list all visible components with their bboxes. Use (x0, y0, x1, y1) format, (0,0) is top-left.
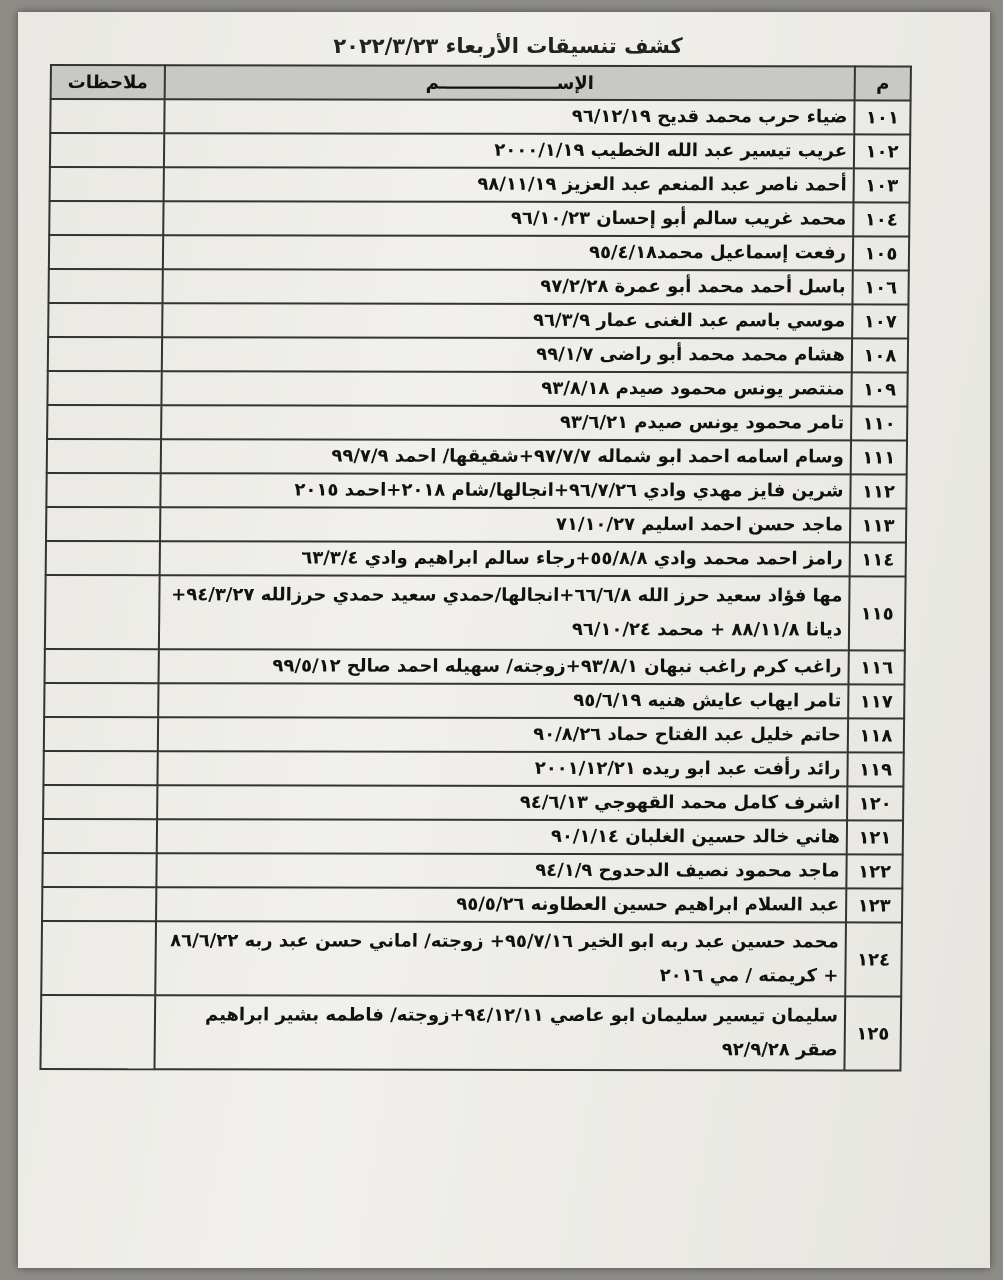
row-name: أحمد ناصر عبد المنعم عبد العزيز ٩٨/١١/١٩ (164, 167, 854, 202)
table-row (50, 167, 910, 203)
names-table (39, 64, 911, 1072)
table-row (48, 269, 908, 305)
document-page (18, 12, 990, 1268)
table-row (43, 785, 903, 821)
row-number: ١١٠ (851, 406, 907, 440)
row-name: تامر محمود يونس صيدم ٩٣/٦/٢١ (161, 405, 851, 440)
row-notes (40, 995, 155, 1069)
table-row (44, 717, 904, 753)
table-row (42, 887, 902, 923)
row-number: ١١٧ (848, 684, 904, 718)
row-number: ١٢٥ (844, 996, 901, 1070)
row-notes (43, 819, 157, 853)
table-row (50, 133, 910, 169)
table-row (47, 405, 907, 441)
row-number: ١١١ (851, 440, 907, 474)
row-number: ١٢١ (847, 820, 903, 854)
row-number: ١١٨ (848, 718, 904, 752)
table-header-row (51, 65, 911, 101)
row-number: ١٠٢ (854, 134, 910, 168)
row-name: ماجد حسن احمد اسليم ٧١/١٠/٢٧ (160, 507, 850, 542)
table-row (50, 99, 910, 135)
row-notes (45, 575, 160, 649)
row-number: ١٠٥ (853, 236, 909, 270)
row-notes (44, 717, 158, 751)
row-notes (49, 235, 163, 269)
row-notes (48, 269, 162, 303)
row-number: ١١٦ (848, 650, 904, 684)
row-notes (43, 785, 157, 819)
table-row (42, 853, 902, 889)
row-notes (45, 649, 159, 683)
row-notes (48, 303, 162, 337)
row-name: ضياء حرب محمد قديح ٩٦/١٢/١٩ (164, 99, 854, 134)
table-row (47, 439, 907, 475)
row-notes (46, 541, 160, 575)
row-name: شرين فايز مهدي وادي ٩٦/٧/٢٦+انجالها/شام ٢٠١٨+احمد ٢٠١٥ (160, 473, 850, 508)
row-name: رفعت إسماعيل محمد٩٥/٤/١٨ (163, 235, 853, 270)
row-number: ١٠١ (854, 100, 910, 134)
row-notes (50, 99, 164, 133)
row-name: حاتم خليل عبد الفتاح حماد ٩٠/٨/٢٦ (158, 717, 848, 752)
row-number: ١٠٧ (852, 304, 908, 338)
table-row (43, 751, 903, 787)
row-name: باسل أحمد محمد أبو عمرة ٩٧/٢/٢٨ (162, 269, 852, 304)
row-name: عريب تيسير عبد الله الخطيب ٢٠٠٠/١/١٩ (164, 133, 854, 168)
row-notes (44, 683, 158, 717)
row-number: ١٠٤ (853, 202, 909, 236)
row-name: مها فؤاد سعيد حرز الله ٦٦/٦/٨+انجالها/حمدي سعيد حمدي حرزالله ٩٤/٣/٢٧+ ديانا ٨٨/١١/٨ + محمد ٩٦/١٠/٢٤ (159, 575, 850, 650)
row-number: ١١٩ (847, 752, 903, 786)
row-notes (43, 751, 157, 785)
header-notes: ملاحظات (51, 65, 165, 99)
row-number: ١٠٩ (851, 372, 907, 406)
row-notes (48, 337, 162, 371)
row-name: سليمان تيسير سليمان ابو عاصي ٩٤/١٢/١١+زوجته/ فاطمه بشير ابراهيم صقر ٩٢/٩/٢٨ (154, 995, 845, 1070)
row-notes (47, 439, 161, 473)
row-name: عبد السلام ابراهيم حسين العطاونه ٩٥/٥/٢٦ (156, 887, 846, 922)
row-notes (50, 167, 164, 201)
row-name: تامر ايهاب عايش هنيه ٩٥/٦/١٩ (158, 683, 848, 718)
row-number: ١٠٣ (854, 168, 910, 202)
row-number: ١٢٤ (845, 922, 902, 996)
row-number: ١١٢ (850, 474, 906, 508)
row-name: ماجد محمود نصيف الدحدوح ٩٤/١/٩ (156, 853, 846, 888)
header-name: الإســـــــــــــــــــم (165, 65, 855, 100)
row-name: هاني خالد حسين الغلبان ٩٠/١/١٤ (157, 819, 847, 854)
row-notes (47, 371, 161, 405)
header-number: م (855, 66, 911, 100)
row-name: محمد غريب سالم أبو إحسان ٩٦/١٠/٢٣ (163, 201, 853, 236)
table-row (40, 995, 901, 1071)
row-name: رامز احمد محمد وادي ٥٥/٨/٨+رجاء سالم ابراهيم وادي ٦٣/٣/٤ (160, 541, 850, 576)
row-notes (42, 853, 156, 887)
row-notes (50, 133, 164, 167)
table-row (49, 235, 909, 271)
row-name: رائد رأفت عبد ابو ريده ٢٠٠١/١٢/٢١ (157, 751, 847, 786)
row-notes (41, 921, 156, 995)
row-number: ١٠٦ (852, 270, 908, 304)
row-number: ١١٥ (849, 576, 906, 650)
table-row (43, 819, 903, 855)
table-row (48, 337, 908, 373)
row-notes (46, 473, 160, 507)
row-name: راغب كرم راغب نبهان ٩٣/٨/١+زوجته/ سهيله احمد صالح ٩٩/٥/١٢ (159, 649, 849, 684)
row-name: اشرف كامل محمد القهوجي ٩٤/٦/١٣ (157, 785, 847, 820)
table-row (45, 575, 906, 651)
row-name: موسي باسم عبد الغنى عمار ٩٦/٣/٩ (162, 303, 852, 338)
table-row (44, 683, 904, 719)
row-notes (46, 507, 160, 541)
table-row (48, 303, 908, 339)
row-number: ١٢٣ (846, 888, 902, 922)
table-row (41, 921, 902, 997)
table-row (45, 649, 905, 685)
table-row (47, 371, 907, 407)
row-number: ١٠٨ (852, 338, 908, 372)
row-number: ١٢٠ (847, 786, 903, 820)
row-name: منتصر يونس محمود صيدم ٩٣/٨/١٨ (161, 371, 851, 406)
table-row (49, 201, 909, 237)
row-name: وسام اسامه احمد ابو شماله ٩٧/٧/٧+شقيقها/ احمد ٩٩/٧/٩ (161, 439, 851, 474)
row-number: ١١٣ (850, 508, 906, 542)
table-row (46, 541, 906, 577)
row-number: ١٢٢ (846, 854, 902, 888)
page-title: كشف تنسيقات الأربعاء ٢٠٢٢/٣/٢٣ (333, 34, 683, 58)
row-notes (42, 887, 156, 921)
row-name: هشام محمد محمد أبو راضى ٩٩/١/٧ (162, 337, 852, 372)
row-name: محمد حسين عبد ربه ابو الخير ٩٥/٧/١٦+ زوجته/ اماني حسن عبد ربه ٨٦/٦/٢٢ + كريمته / مي ٢٠١٦ (155, 921, 846, 996)
row-notes (49, 201, 163, 235)
table-row (46, 507, 906, 543)
table-row (46, 473, 906, 509)
row-number: ١١٤ (850, 542, 906, 576)
row-notes (47, 405, 161, 439)
